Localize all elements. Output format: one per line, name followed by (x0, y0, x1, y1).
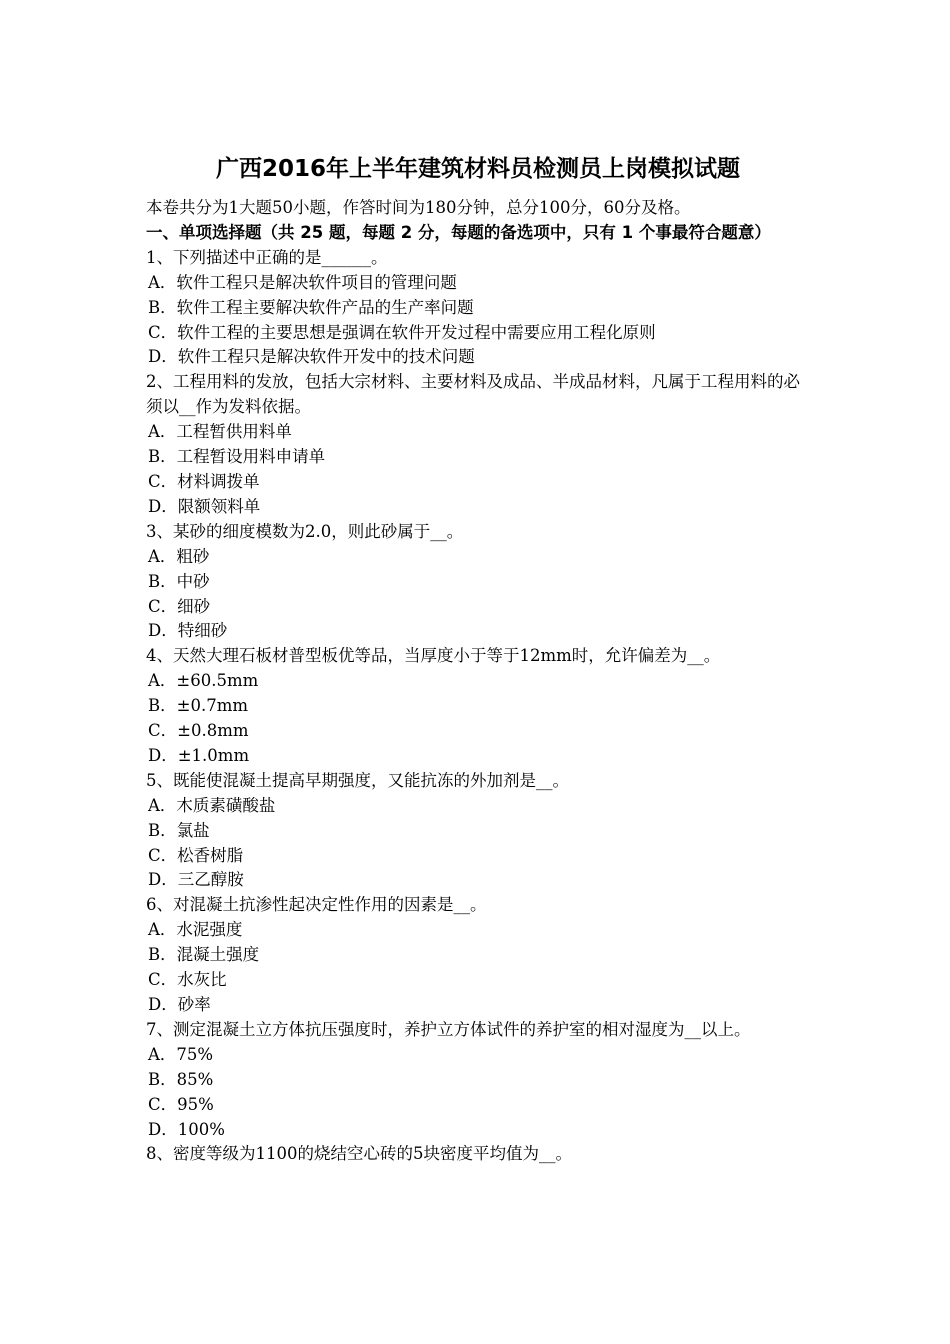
question-item (146, 1142, 810, 1167)
answer-option: B．中砂 (148, 571, 210, 591)
answer-option: B．氯盐 (148, 820, 210, 840)
answer-option: D．特细砂 (148, 621, 228, 641)
answer-option: B．软件工程主要解决软件产品的生产率问题 (148, 297, 474, 317)
question-text: 5、既能使混凝土提高早期强度，又能抗冻的外加剂是__。 (146, 770, 569, 790)
question-item (146, 246, 810, 371)
answer-option: A．±60.5mm (148, 671, 259, 691)
question-item (146, 769, 810, 894)
answer-option: C．材料调拨单 (148, 471, 260, 491)
question-item (146, 1018, 810, 1143)
question-item (146, 893, 810, 1018)
answer-option: C．软件工程的主要思想是强调在软件开发过程中需要应用工程化原则 (148, 322, 656, 342)
question-text: 8、密度等级为1100的烧结空心砖的5块密度平均值为__。 (146, 1144, 572, 1164)
question-text: 3、某砂的细度模数为2.0，则此砂属于__。 (146, 521, 464, 541)
answer-option: B．工程暂设用料申请单 (148, 447, 326, 467)
document-title: 广西2016年上半年建筑材料员检测员上岗模拟试题 (215, 156, 740, 182)
question-item (146, 520, 810, 645)
answer-option: A．软件工程只是解决软件项目的管理问题 (148, 272, 457, 292)
question-text: 4、天然大理石板材普型板优等品，当厚度小于等于12mm时，允许偏差为__。 (146, 646, 721, 666)
answer-option: C．水灰比 (148, 970, 227, 990)
answer-option: B．85% (148, 1069, 214, 1089)
answer-option: D．±1.0mm (148, 745, 250, 765)
answer-option: D．100% (148, 1119, 225, 1139)
question-list (146, 246, 810, 1168)
question-item (146, 644, 810, 769)
answer-option: D．砂率 (148, 995, 211, 1014)
exam-intro: 本卷共分为1大题50小题，作答时间为180分钟，总分100分，60分及格。 (146, 198, 691, 217)
answer-option: C．细砂 (148, 596, 211, 616)
question-text: 6、对混凝土抗渗性起决定性作用的因素是__。 (146, 895, 487, 915)
answer-option: D．软件工程只是解决软件开发中的技术问题 (148, 347, 475, 367)
answer-option: D．限额领料单 (148, 496, 261, 516)
answer-option: A．75% (148, 1044, 214, 1064)
answer-option: A．水泥强度 (148, 920, 243, 940)
answer-option: B．混凝土强度 (148, 945, 260, 965)
question-text: 2、工程用料的发放，包括大宗材料、主要材料及成品、半成品材料，凡属于工程用料的必须以__作为发料依据。 (146, 372, 800, 417)
answer-option: C．±0.8mm (148, 721, 249, 741)
question-item (146, 370, 810, 519)
answer-option: A．木质素磺酸盐 (148, 795, 276, 815)
question-text: 7、测定混凝土立方体抗压强度时，养护立方体试件的养护室的相对湿度为__以上。 (146, 1019, 751, 1039)
section-heading: 一、单项选择题（共 25 题，每题 2 分，每题的备选项中，只有 1 个事最符合题意） (146, 222, 771, 242)
answer-option: A．粗砂 (148, 546, 210, 566)
answer-option: B．±0.7mm (148, 696, 248, 716)
answer-option: D．三乙醇胺 (148, 870, 244, 890)
question-text: 1、下列描述中正确的是______。 (146, 247, 388, 267)
answer-option: C．松香树脂 (148, 845, 244, 865)
answer-option: A．工程暂供用料单 (148, 422, 292, 442)
answer-option: C．95% (148, 1094, 214, 1114)
